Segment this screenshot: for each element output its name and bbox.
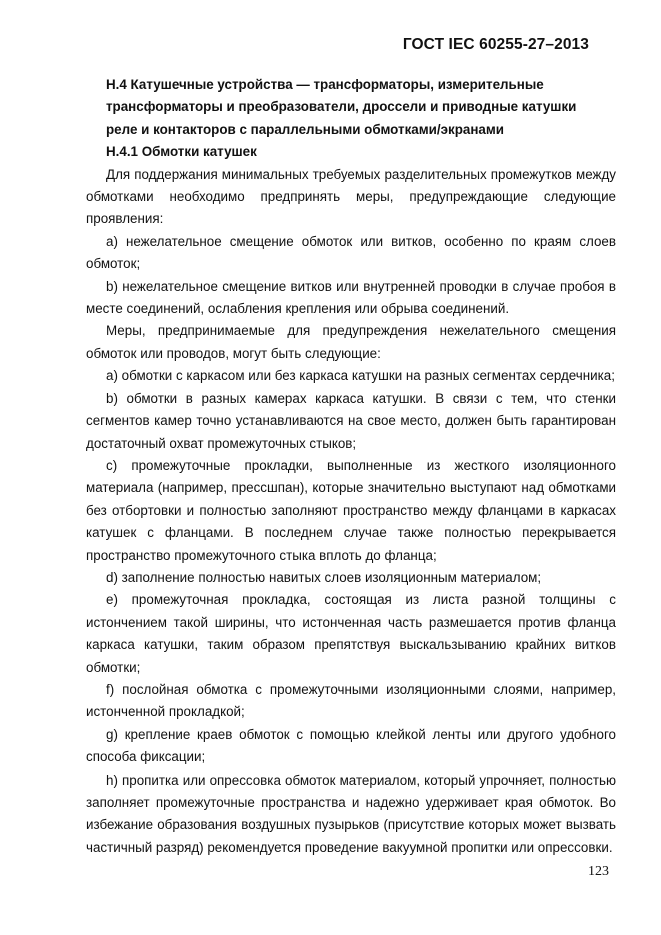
list-item: b) нежелательное смещение витков или внутренней проводки в случае пробоя в месте соединений, ослабления крепления или обрыва соединений. xyxy=(86,278,616,317)
page-number: 123 xyxy=(588,864,609,879)
paragraph: Меры, предпринимаемые для предупреждения нежелательного смещения обмоток или проводов, могут быть следующие: xyxy=(86,323,616,361)
section-title-line: Н.4 Катушечные устройства — трансформаторы, измерительные xyxy=(106,77,544,92)
list-item: h) пропитка или опрессовка обмоток материалом, который упрочняет, полностью заполняет промежуточные пространства и надежно удерживает края обмоток. Во избежание образования воздушных пузырьков (присутствие которых может вызвать частичный разряд) рекомендуется проведение вакуумной пропитки или опрессовки. xyxy=(86,772,616,855)
list-item: а) нежелательное смещение обмоток или витков, особенно по краям слоев обмоток; xyxy=(86,233,616,272)
list-item: b) обмотки в разных камерах каркаса катушки. В связи с тем, что стенки сегментов камер точно устанавливаются на свое место, должен быть гарантирован достаточный охват промежуточных стыков; xyxy=(86,390,616,451)
section-title xyxy=(86,74,616,141)
list-item: c) промежуточные прокладки, выполненные из жесткого изоляционного материала (например, прессшпан), которые значительно выступают над обмотками без отбортовки и полностью заполняют пространство между фланцами в каркасах катушек с фланцами. В последнем случае также полностью перекрывается пространство промежуточного стыка вплоть до фланца; xyxy=(86,457,616,563)
section-title-line: реле и контакторов с параллельными обмотками/экранами xyxy=(106,121,504,137)
section-title-line: трансформаторы и преобразователи, дроссели и приводные катушки xyxy=(106,99,577,115)
list-item: e) промежуточная прокладка, состоящая из листа разной толщины с истончением такой ширины, что истонченная часть размешается против фланца каркаса катушки, таким образом препятствуя выскальзыванию крайних витков обмотки; xyxy=(86,592,616,675)
subsection-title: Н.4.1 Обмотки катушек xyxy=(106,144,257,160)
document-header: ГОСТ IEC 60255-27–2013 xyxy=(402,36,589,53)
list-item: а) обмотки с каркасом или без каркаса катушки на разных сегментах сердечника; xyxy=(106,368,615,384)
list-item: g) крепление краев обмоток с помощью клейкой ленты или другого удобного способа фиксации; xyxy=(86,726,616,765)
paragraph: Для поддержания минимальных требуемых разделительных промежутков между обмотками необходимо предпринять меры, предупреждающие следующие проявления: xyxy=(86,166,616,227)
page-content xyxy=(86,74,616,859)
list-item: d) заполнение полностью навитых слоев изоляционным материалом; xyxy=(106,569,542,585)
list-item: f) послойная обмотка с промежуточными изоляционными слоями, например, истонченной прокладкой; xyxy=(86,681,616,720)
